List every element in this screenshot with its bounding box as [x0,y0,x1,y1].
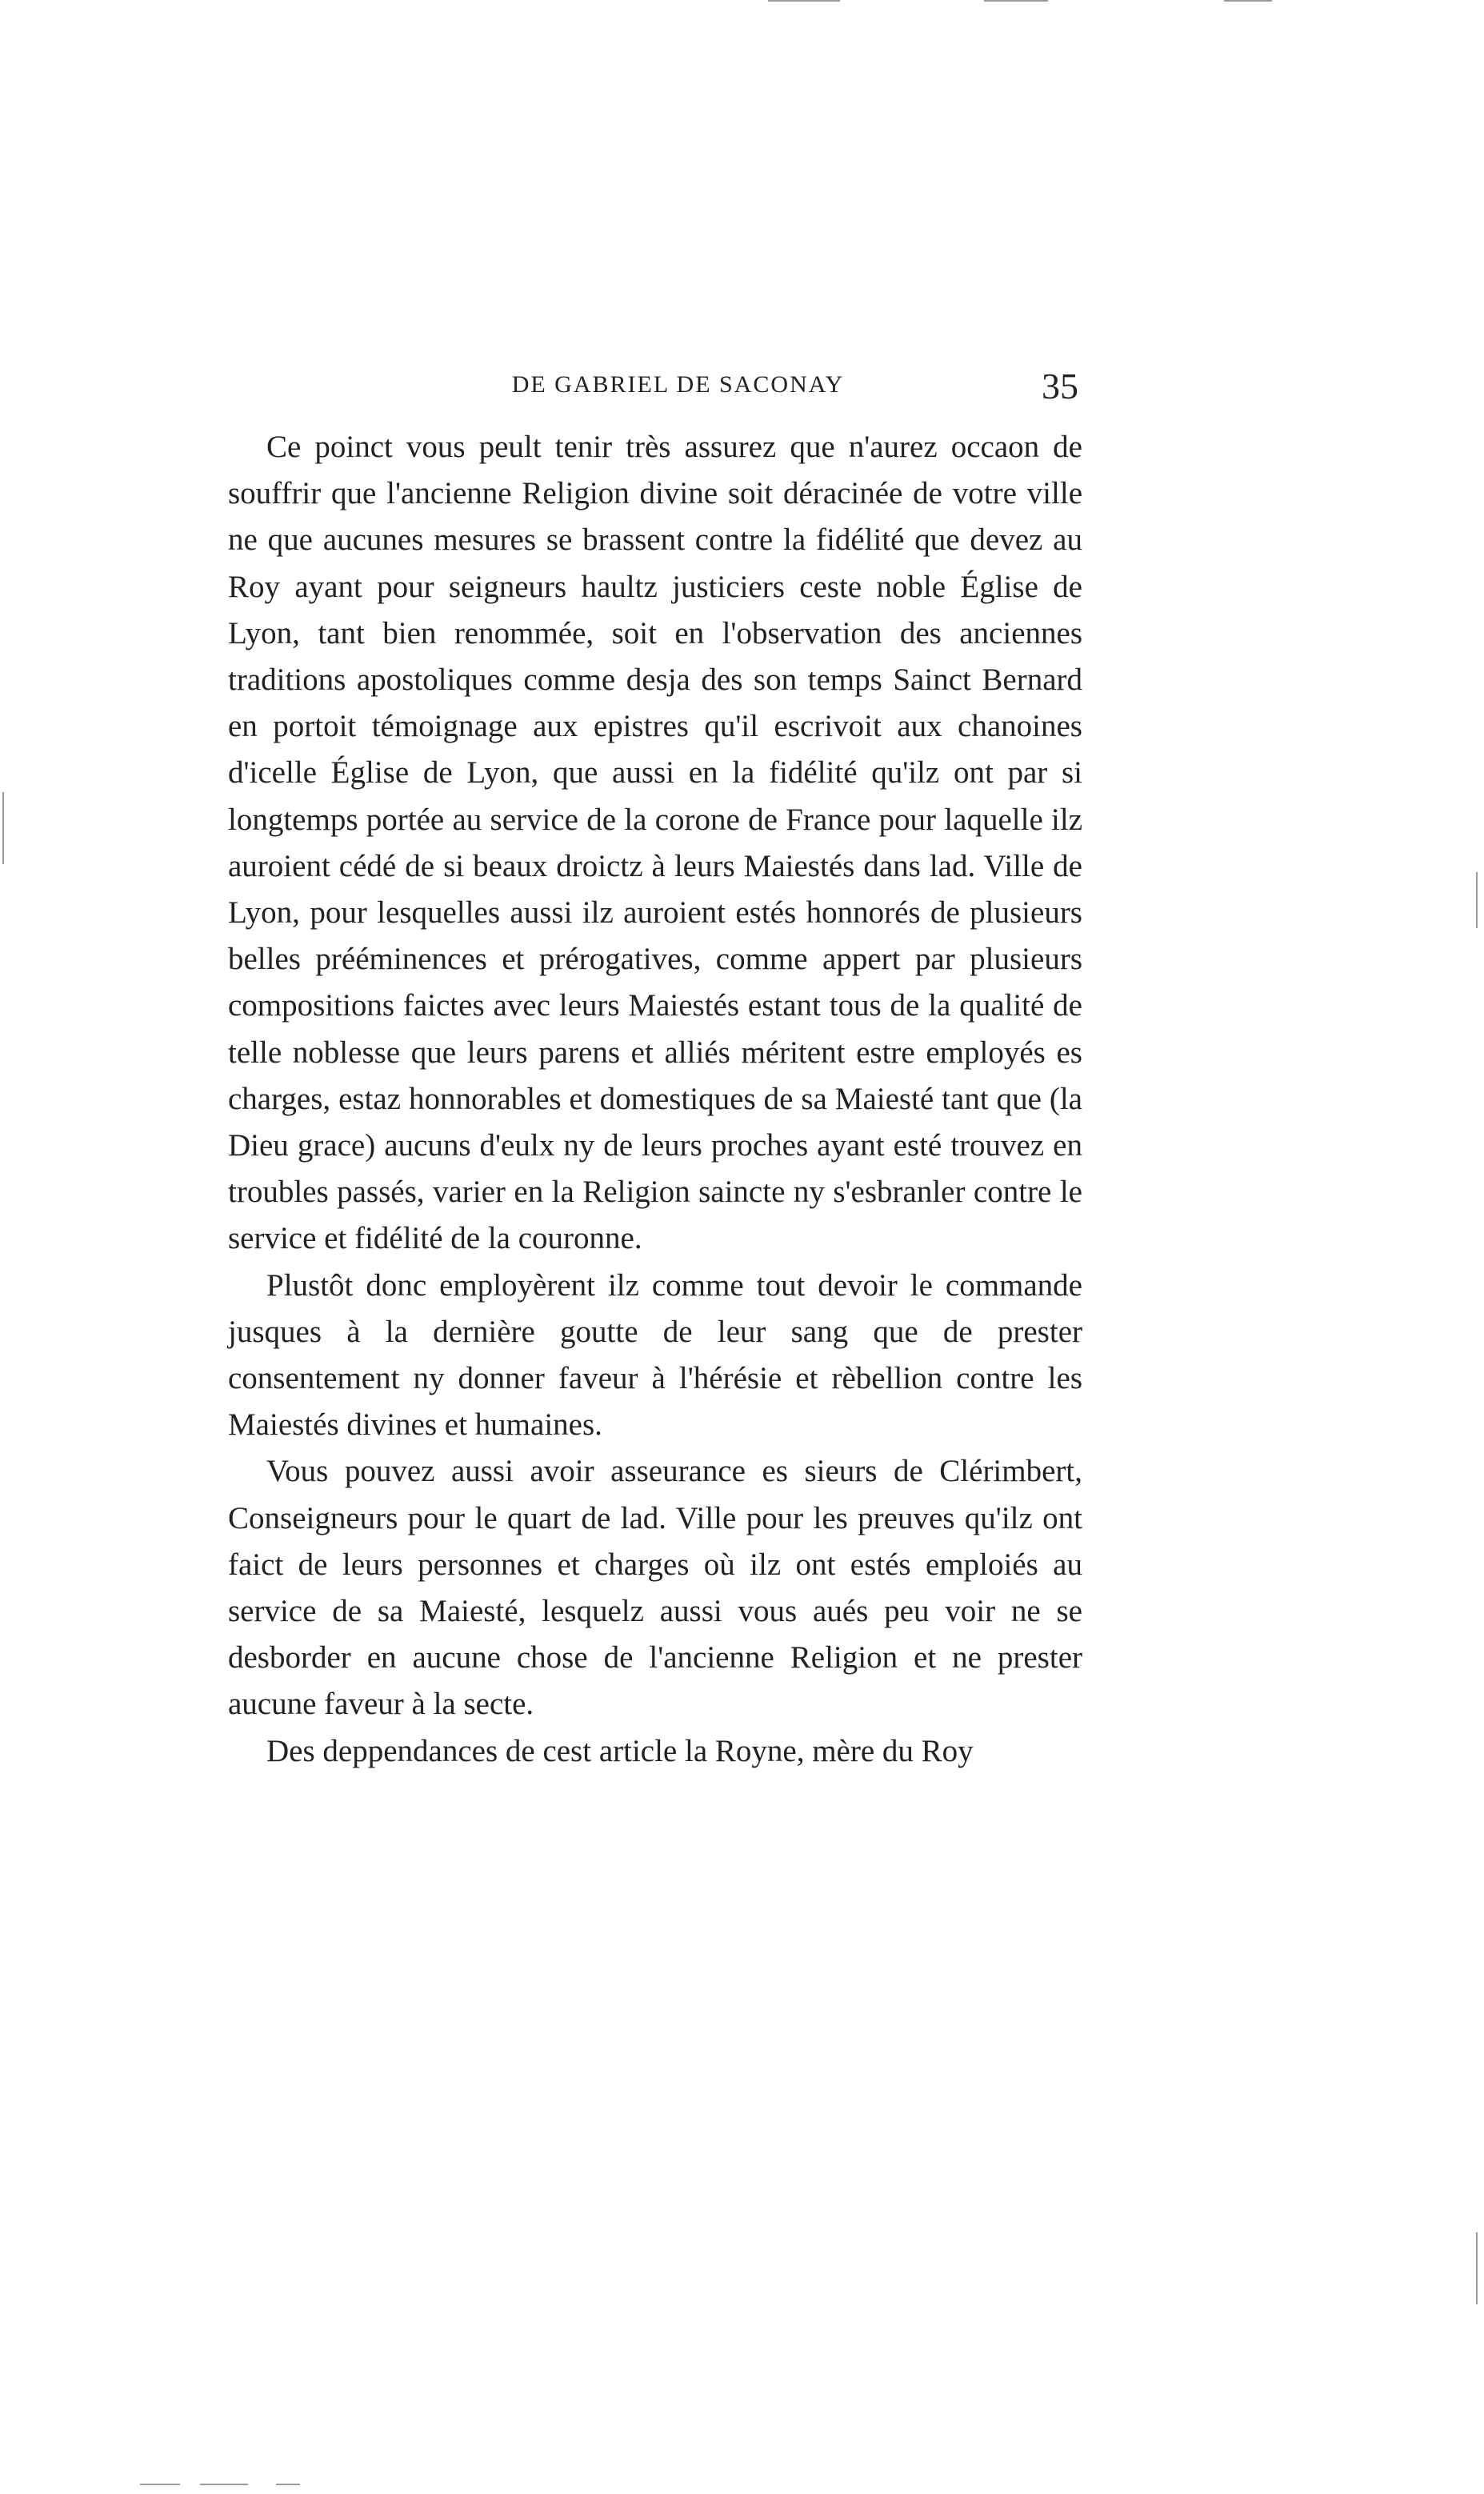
scan-mark-top-2 [984,0,1048,2]
running-title: DE GABRIEL DE SACONAY [511,371,845,398]
scan-mark-bottom-2 [200,2484,248,2485]
page-number: 35 [1042,366,1078,406]
scan-mark-bottom-3 [276,2484,300,2485]
paragraph-3: Vous pouvez aussi avoir asseurance es sieurs de Clérimbert, Conseigneurs pour le quart de lad. Ville pour les preuves qu'ilz ont faict de leurs personnes et charges où ilz ont estés emploiés au service de sa Maiesté, lesquelz aussi vous aués peu voir ne se desborder en aucune chose de l'ancienne Religion et ne prester aucune faveur à la secte. [228,1454,1082,1722]
scan-mark-right-edge-2 [1476,2232,1478,2304]
running-head [228,366,1128,414]
scan-mark-bottom-1 [140,2484,180,2485]
scan-mark-left-edge [2,792,4,864]
body-text [228,424,1082,1775]
paragraph-1: Ce poinct vous peult tenir très assurez que n'aurez occaon de souffrir que l'ancienne Religion divine soit déracinée de votre ville ne que aucunes mesures se brassent contre la fidélité que devez au Roy ayant pour seigneurs haultz justiciers ceste noble Église de Lyon, tant bien renommée, soit en l'observation des anciennes traditions apostoliques comme desja des son temps Sainct Bernard en portoit témoignage aux epistres qu'il escrivoit aux chanoines d'icelle Église de Lyon, que aussi en la fidélité qu'ilz ont par si longtemps portée au service de la corone de France pour laquelle ilz auroient cédé de si beaux droictz à leurs Maiestés dans lad. Ville de Lyon, pour lesquelles aussi ilz auroient estés honnorés de plusieurs belles prééminences et prérogatives, comme appert par plusieurs compositions faictes avec leurs Maiestés estant tous de la qualité de telle noblesse que leurs parens et alliés méritent estre employés es charges, estaz honnorables et domestiques de sa Maiesté tant que (la Dieu grace) aucuns d'eulx ny de leurs proches ayant esté trouvez en troubles passés, varier en la Religion saincte ny s'esbranler contre le service et fidélité de la couronne. [228,430,1082,1256]
scan-mark-right-edge-1 [1476,872,1478,928]
scan-mark-top-3 [1224,0,1272,2]
paragraph-2: Plustôt donc employèrent ilz comme tout devoir le commande jusques à la dernière goutte de leur sang que de prester consentement ny donner faveur à l'hérésie et rèbellion contre les Maiestés divines et humaines. [228,1267,1082,1443]
scan-mark-top-1 [768,0,840,2]
paragraph-4: Des deppendances de cest article la Royne, mère du Roy [266,1733,974,1768]
